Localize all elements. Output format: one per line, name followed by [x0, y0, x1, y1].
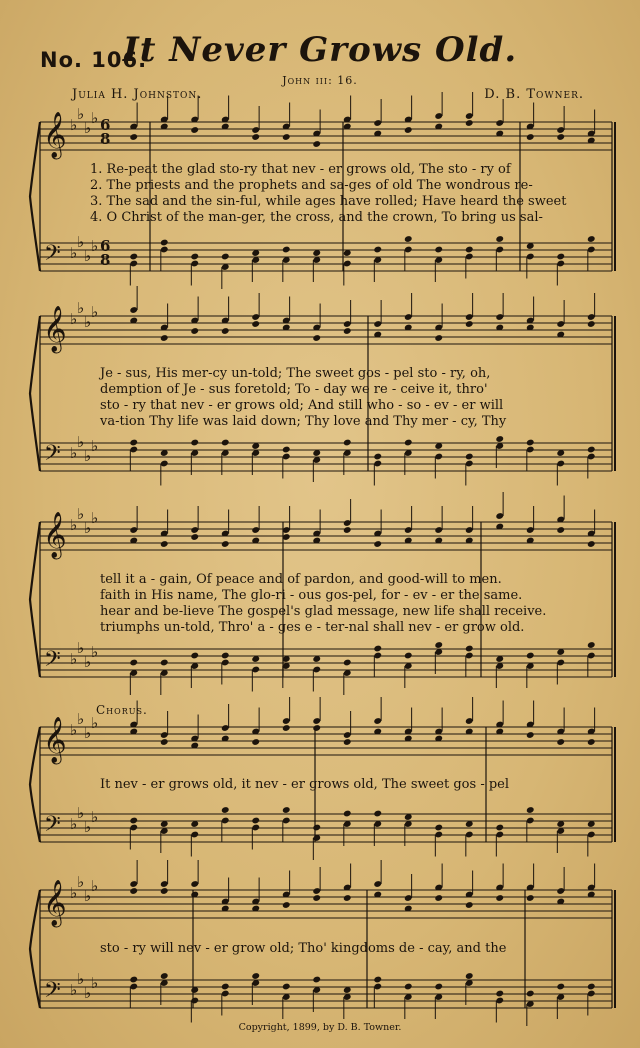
system-3-bass-notehead [129, 659, 138, 667]
system-5-treble-notehead [465, 901, 474, 909]
system-5-bass-notehead [526, 990, 535, 998]
system-4-bass-notehead [343, 810, 352, 818]
system-5-treble-key-flat: ♭ [84, 887, 92, 905]
verse-2-line-system-3: faith in His name, The glo-ri - ous gos-pel, for - ev - er the same. [100, 588, 523, 603]
system-3-bass-notehead [404, 652, 413, 660]
system-2-treble-clef-icon: 𝄞 [43, 306, 67, 352]
system-5-bass-notehead [251, 972, 260, 980]
hymn-title: It Never Grows Old. [122, 30, 518, 70]
system-4-bass-notehead [434, 824, 443, 832]
verse-4-line-system-2: va-tion Thy life was laid down; Thy love and Thy mer - cy, Thy [100, 414, 507, 429]
system-5-treble-notehead [434, 894, 443, 902]
system-1-bass-notehead [465, 246, 474, 254]
system-4-bass-key-flat: ♭ [77, 804, 85, 822]
system-1-bass-notehead [373, 246, 382, 254]
scripture-reference: John iii: 16. [282, 74, 358, 87]
system-2-bass-key-flat: ♭ [77, 433, 85, 451]
system-3-bass-notehead [221, 652, 230, 660]
system-1-bass-notehead [587, 235, 596, 243]
system-3-bass-notehead [343, 659, 352, 667]
system-2-treble-key-flat: ♭ [70, 310, 78, 328]
system-2-treble-notehead [434, 334, 443, 342]
system-2-bass-key-flat: ♭ [70, 444, 78, 462]
system-2-treble-notehead [465, 320, 474, 328]
system-1-brace [30, 122, 40, 271]
system-5-bass-notehead [129, 976, 138, 984]
system-4-treble-clef-icon: 𝄞 [43, 717, 67, 763]
chorus-line-2: sto - ry will nev - er grow old; Tho' kingdoms de - cay, and the [100, 941, 507, 956]
system-4-treble-key-flat: ♭ [70, 721, 78, 739]
system-1-bass-key-flat: ♭ [70, 244, 78, 262]
system-2-treble-key-flat: ♭ [77, 299, 85, 317]
system-3-bass-notehead [434, 641, 443, 649]
system-2-bass-notehead [495, 435, 504, 443]
system-4-bass-key-flat: ♭ [70, 815, 78, 833]
system-5-bass-notehead [373, 976, 382, 984]
system-5-bass-notehead [587, 983, 596, 991]
system-2-bass-notehead [190, 439, 199, 447]
chorus-line-1: It nev - er grows old, it nev - er grows old, The sweet gos - pel [100, 777, 510, 792]
system-2-treble-notehead [343, 327, 352, 335]
system-2-treble-notehead [221, 327, 230, 335]
system-2-bass-notehead [282, 446, 291, 454]
system-4-bass-key-flat: ♭ [91, 808, 99, 826]
system-1-treble-notehead [556, 133, 565, 141]
system-3-treble-clef-icon: 𝄞 [43, 512, 67, 558]
system-5-treble-notehead [129, 887, 138, 895]
system-5-bass-notehead [221, 983, 230, 991]
system-1-treble-notehead [129, 133, 138, 141]
system-3-brace [30, 522, 40, 677]
system-3-treble-notehead [221, 540, 230, 548]
system-2-treble-key-flat: ♭ [84, 313, 92, 331]
system-2-bass-notehead [373, 453, 382, 461]
system-4-bass-notehead [251, 817, 260, 825]
verse-4-line-system-3: triumphs un-told, Thro' a - ges e - ter-nal shall nev - er grow old. [100, 620, 525, 635]
system-1-treble-key-flat: ♭ [77, 105, 85, 123]
system-4-treble-notehead [556, 738, 565, 746]
system-3-bass-notehead [526, 652, 535, 660]
chorus-label: Chorus. [96, 703, 148, 717]
hymn-number: No. 106. [40, 48, 148, 72]
system-5-treble-notehead [282, 901, 291, 909]
system-1-treble-notehead [312, 140, 321, 148]
system-1-treble-key-flat: ♭ [70, 116, 78, 134]
system-1-bass-notehead [404, 235, 413, 243]
system-3-treble-key-flat: ♭ [91, 509, 99, 527]
composer: D. B. Towner. [484, 87, 584, 102]
system-4-bass-notehead [526, 806, 535, 814]
system-2-bass-notehead [526, 439, 535, 447]
system-4-treble-notehead [160, 738, 169, 746]
system-2-treble-notehead [312, 334, 321, 342]
system-2-brace [30, 316, 40, 471]
system-4-treble-key-flat: ♭ [91, 714, 99, 732]
verse-1-line-system-2: Je - sus, His mer-cy un-told; The sweet gos - pel sto - ry, oh, [100, 366, 491, 381]
verse-3-line-system-2: sto - ry that nev - er grows old; And still who - so - ev - er will [100, 398, 504, 413]
system-1-treble-notehead [526, 133, 535, 141]
system-5-bass-notehead [465, 972, 474, 980]
system-2-bass-notehead [221, 439, 230, 447]
system-3-bass-notehead [160, 659, 169, 667]
system-1-bass-notehead [221, 253, 230, 261]
system-5-treble-notehead [343, 894, 352, 902]
system-3-bass-notehead [465, 645, 474, 653]
system-3-treble-notehead [587, 540, 596, 548]
system-1-bass-notehead [556, 253, 565, 261]
time-signature-digit: 6 [100, 116, 111, 134]
system-5-bass-key-flat: ♭ [70, 981, 78, 999]
system-5-treble-key-flat: ♭ [70, 884, 78, 902]
system-1-bass-notehead [160, 239, 169, 247]
system-1-treble-notehead [190, 126, 199, 134]
system-5-bass-notehead [312, 976, 321, 984]
system-2-treble-notehead [587, 320, 596, 328]
system-3-treble-notehead [160, 540, 169, 548]
system-4-bass-notehead [282, 806, 291, 814]
system-5-treble-clef-icon: 𝄞 [43, 880, 67, 926]
system-3-bass-notehead [190, 652, 199, 660]
system-3-treble-notehead [373, 540, 382, 548]
system-1-bass-key-flat: ♭ [77, 233, 85, 251]
system-5-treble-key-flat: ♭ [91, 877, 99, 895]
system-2-treble-notehead [251, 320, 260, 328]
system-4-bass-key-flat: ♭ [84, 818, 92, 836]
time-signature-digit: 8 [100, 130, 111, 148]
system-1-treble-key-flat: ♭ [91, 109, 99, 127]
system-3-bass-notehead [587, 641, 596, 649]
system-4-bass-notehead [129, 817, 138, 825]
system-5-treble-notehead [526, 894, 535, 902]
system-1-bass-key-flat: ♭ [91, 237, 99, 255]
system-5-bass-notehead [404, 983, 413, 991]
verse-2-line-system-1: 2. The priests and the prophets and sa-ges of old The wondrous re- [90, 178, 533, 193]
system-5-treble-key-flat: ♭ [77, 873, 85, 891]
system-4-bass-notehead [312, 824, 321, 832]
verse-1-line-system-3: tell it a - gain, Of peace and of pardon, and good-will to men. [100, 572, 502, 587]
system-1-bass-notehead [190, 253, 199, 261]
system-4-bass-clef-icon: 𝄢 [44, 812, 61, 842]
time-signature-digit: 6 [100, 237, 111, 255]
system-3-treble-notehead [190, 533, 199, 541]
system-5-bass-notehead [434, 983, 443, 991]
system-5-bass-clef-icon: 𝄢 [44, 978, 61, 1008]
system-3-bass-key-flat: ♭ [77, 639, 85, 657]
verse-1-line-system-1: 1. Re-peat the glad sto-ry that nev - er grows old, The sto - ry of [90, 162, 511, 177]
system-3-treble-notehead [343, 526, 352, 534]
system-5-bass-notehead [495, 990, 504, 998]
system-3-bass-key-flat: ♭ [91, 643, 99, 661]
system-3-treble-notehead [556, 526, 565, 534]
system-1-bass-notehead [129, 253, 138, 261]
verse-3-line-system-1: 3. The sad and the sin-ful, while ages have rolled; Have heard the sweet [90, 194, 567, 209]
system-5-treble-notehead [312, 894, 321, 902]
system-3-bass-clef-icon: 𝄢 [44, 647, 61, 677]
system-2-bass-notehead [404, 439, 413, 447]
time-signature-digit: 8 [100, 251, 111, 269]
system-5-bass-key-flat: ♭ [84, 984, 92, 1002]
system-4-brace [30, 727, 40, 842]
system-5-bass-notehead [160, 972, 169, 980]
system-2-treble-notehead [190, 327, 199, 335]
system-4-treble-notehead [251, 738, 260, 746]
system-1-treble-key-flat: ♭ [84, 119, 92, 137]
system-1-treble-notehead [465, 119, 474, 127]
system-3-bass-key-flat: ♭ [84, 653, 92, 671]
system-3-treble-key-flat: ♭ [84, 519, 92, 537]
system-4-treble-key-flat: ♭ [84, 724, 92, 742]
system-2-bass-key-flat: ♭ [91, 437, 99, 455]
system-2-bass-notehead [465, 453, 474, 461]
system-3-bass-notehead [373, 645, 382, 653]
system-2-bass-notehead [587, 446, 596, 454]
verse-4-line-system-1: 4. O Christ of the man-ger, the cross, and the crown, To bring us sal- [90, 210, 543, 225]
system-4-treble-notehead [343, 738, 352, 746]
system-4-treble-key-flat: ♭ [77, 710, 85, 728]
system-2-treble-notehead [160, 334, 169, 342]
system-5-bass-notehead [556, 983, 565, 991]
system-4-treble-notehead [587, 738, 596, 746]
system-5-bass-notehead [282, 983, 291, 991]
verse-3-line-system-3: hear and be-lieve The gospel's glad message, new life shall receive. [100, 604, 547, 619]
system-2-treble-key-flat: ♭ [91, 303, 99, 321]
system-4-treble-notehead [526, 731, 535, 739]
system-4-treble-notehead [282, 724, 291, 732]
system-5-bass-key-flat: ♭ [91, 974, 99, 992]
system-1-treble-notehead [404, 126, 413, 134]
system-3-treble-key-flat: ♭ [70, 516, 78, 534]
system-2-bass-notehead [343, 439, 352, 447]
system-1-treble-notehead [251, 133, 260, 141]
system-3-treble-key-flat: ♭ [77, 505, 85, 523]
system-1-bass-clef-icon: 𝄢 [44, 241, 61, 271]
system-1-bass-notehead [495, 235, 504, 243]
system-3-bass-key-flat: ♭ [70, 650, 78, 668]
system-1-treble-clef-icon: 𝄞 [43, 112, 67, 158]
system-1-bass-notehead [282, 246, 291, 254]
author: Julia H. Johnston. [72, 87, 203, 102]
copyright-notice: Copyright, 1899, by D. B. Towner. [238, 1022, 402, 1033]
system-2-bass-clef-icon: 𝄢 [44, 441, 61, 471]
system-1-treble-notehead [282, 133, 291, 141]
system-4-bass-notehead [495, 824, 504, 832]
system-5-treble-notehead [495, 894, 504, 902]
system-4-treble-notehead [312, 724, 321, 732]
verse-2-line-system-2: demption of Je - sus foretold; To - day we re - ceive it, thro' [100, 382, 488, 397]
system-1-bass-key-flat: ♭ [84, 247, 92, 265]
system-4-bass-notehead [221, 806, 230, 814]
system-1-bass-notehead [434, 246, 443, 254]
system-5-brace [30, 890, 40, 1008]
system-2-bass-notehead [129, 439, 138, 447]
system-5-bass-key-flat: ♭ [77, 970, 85, 988]
system-2-bass-key-flat: ♭ [84, 447, 92, 465]
system-5-treble-notehead [160, 887, 169, 895]
system-4-bass-notehead [373, 810, 382, 818]
